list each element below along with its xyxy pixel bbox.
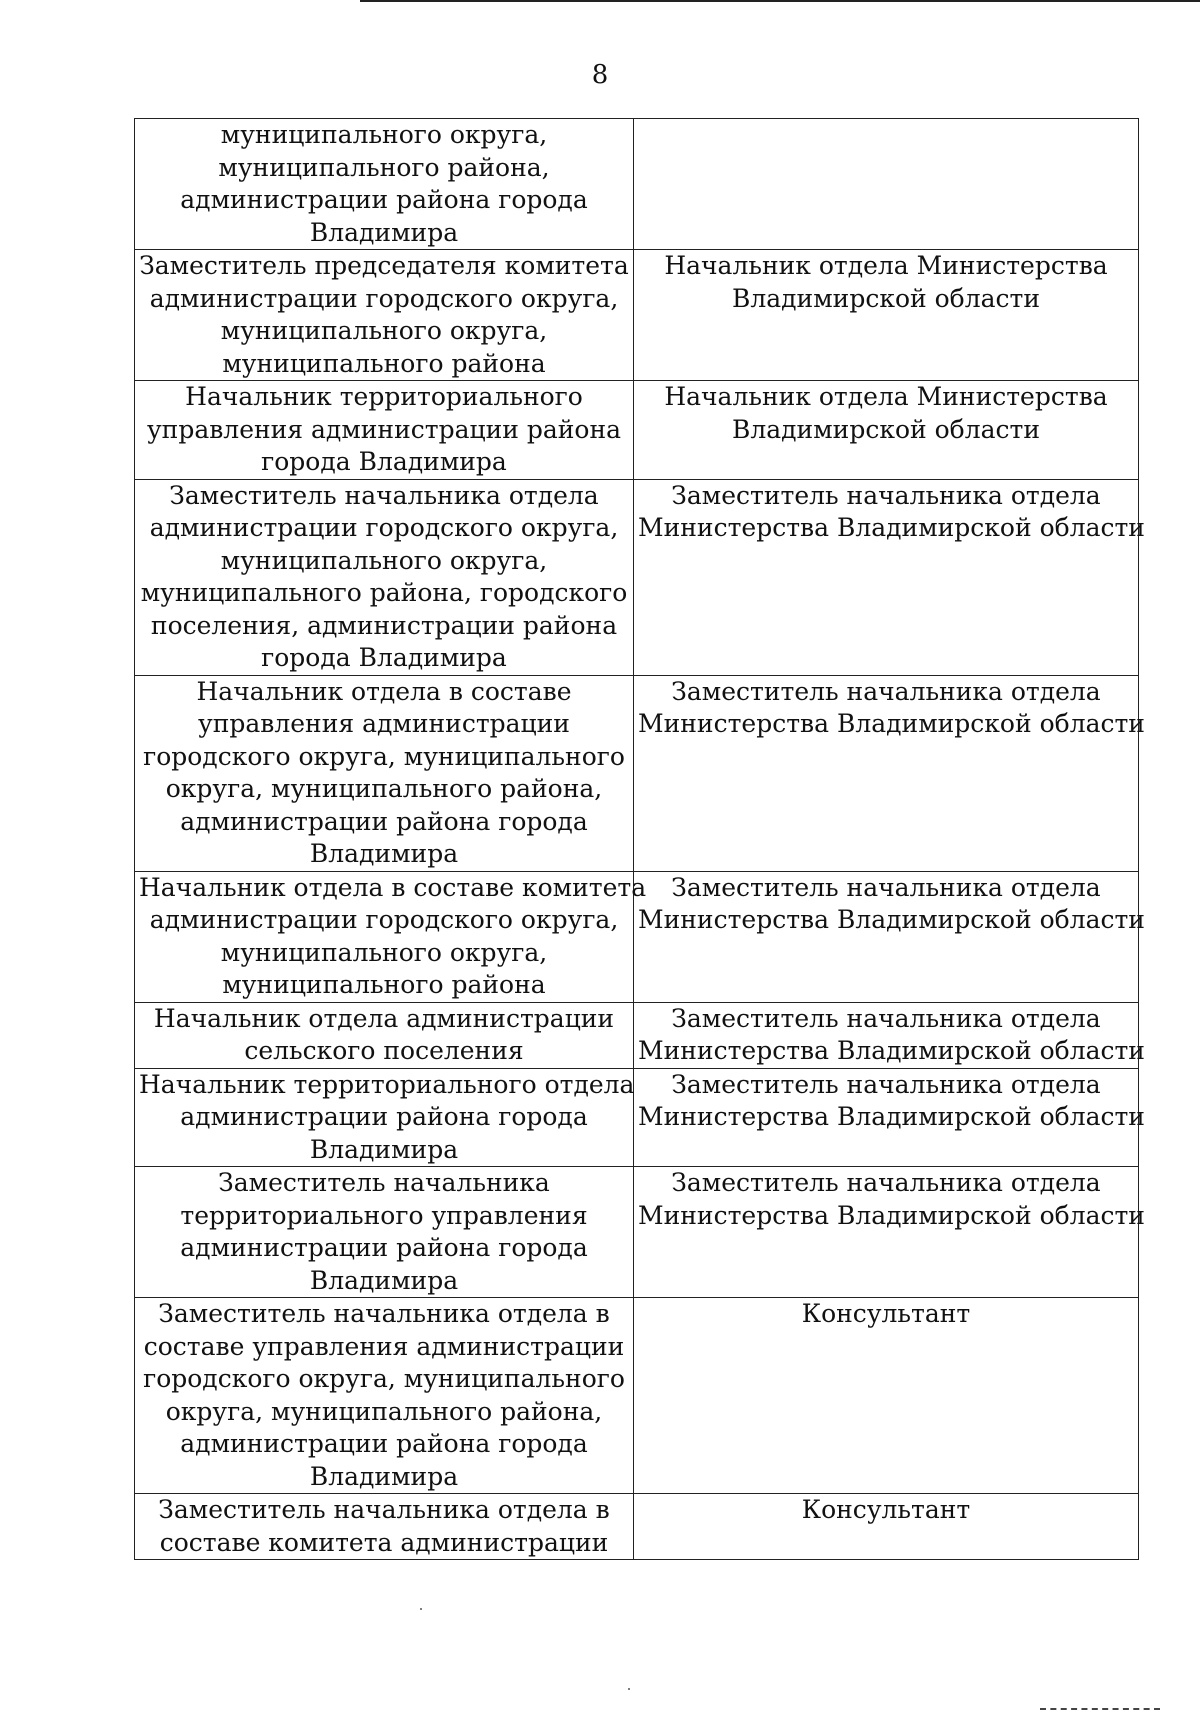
ministry-position-cell [634, 381, 1139, 480]
municipal-position-line: администрации городского округа, [149, 283, 619, 313]
ministry-position-cell [634, 871, 1145, 1002]
ministry-position-line: Заместитель начальника отдела [671, 1168, 1101, 1197]
municipal-position-line: Владимира [309, 1461, 459, 1491]
ministry-position-line: Начальник отдела Министерства [664, 382, 1108, 411]
ministry-position-line: Министерства Владимирской области [638, 1036, 1145, 1065]
table-row [135, 479, 1139, 675]
municipal-position-line: города Владимира [261, 643, 507, 672]
municipal-position-cell [135, 1298, 634, 1494]
ministry-position-line: Заместитель начальника отдела [671, 676, 1101, 706]
municipal-position-cell [135, 1167, 634, 1298]
ministry-position-line: Заместитель начальника отдела [671, 1003, 1101, 1033]
ministry-position-line: Консультант [801, 1495, 971, 1524]
municipal-position-line: Заместитель начальника отдела в [158, 1299, 610, 1328]
ministry-position-cell [634, 675, 1145, 871]
ministry-position-line: Министерства Владимирской области [638, 905, 1145, 934]
table-row [135, 1167, 1139, 1298]
municipal-position-line: Заместитель начальника [218, 1168, 550, 1197]
municipal-position-line: администрации района города [180, 1429, 588, 1458]
municipal-position-line: Начальник отдела в составе [196, 676, 572, 706]
municipal-position-cell [135, 381, 634, 480]
municipal-position-line: Начальник отдела в составе комитета [139, 872, 647, 902]
scan-edge-mark [1040, 1708, 1160, 1712]
municipal-position-cell [135, 479, 634, 675]
municipal-position-cell [135, 1068, 634, 1167]
municipal-position-line: администрации городского округа, [149, 513, 619, 542]
municipal-position-line: составе комитета администрации [159, 1527, 609, 1557]
table-row [135, 381, 1139, 480]
municipal-position-line: муниципального округа, [220, 937, 548, 967]
municipal-position-line: муниципального района, городского [140, 578, 628, 607]
ministry-position-line: Заместитель начальника отдела [671, 872, 1101, 902]
table-body [135, 119, 1145, 1560]
ministry-position-line: Владимирской области [732, 283, 1040, 313]
table-row [135, 1002, 1139, 1068]
ministry-position-line: Министерства Владимирской области [638, 709, 1145, 738]
municipal-position-line: Владимира [309, 217, 459, 247]
scan-speck [420, 1608, 422, 1610]
ministry-position-cell [634, 1494, 1139, 1560]
table-row [135, 871, 1139, 1002]
top-rule [360, 0, 1200, 2]
municipal-position-line: муниципального округа, [220, 545, 548, 575]
municipal-position-line: Начальник отдела администрации [153, 1003, 615, 1033]
municipal-position-line: поселения, администрации района [150, 610, 618, 640]
ministry-position-cell [634, 119, 1139, 250]
municipal-position-line: муниципального района [222, 970, 546, 999]
municipal-position-line: Владимира [309, 1134, 459, 1164]
municipal-position-line: Владимира [309, 839, 459, 868]
municipal-position-cell [135, 1494, 634, 1560]
municipal-position-line: администрации района города [180, 1233, 588, 1262]
municipal-position-line: сельского поселения [244, 1036, 524, 1065]
municipal-position-line: администрации района города [180, 806, 588, 836]
municipal-position-line: администрации района города [180, 1102, 588, 1131]
ministry-position-line: Владимирской области [732, 414, 1040, 444]
scan-speck [628, 1688, 630, 1690]
ministry-position-cell [634, 250, 1139, 381]
ministry-position-cell [634, 1068, 1145, 1167]
ministry-position-line: Начальник отдела Министерства [664, 251, 1108, 280]
municipal-position-line: администрации района города [180, 185, 588, 214]
ministry-position-line: Заместитель начальника отдела [671, 480, 1101, 510]
municipal-position-cell [135, 871, 647, 1002]
municipal-position-line: Заместитель председателя комитета [139, 251, 629, 280]
municipal-position-line: города Владимира [261, 447, 507, 476]
ministry-position-cell [634, 1002, 1145, 1068]
municipal-position-line: администрации городского округа, [149, 905, 619, 934]
municipal-position-line: муниципального района, [218, 152, 550, 182]
municipal-position-line: муниципального округа, [220, 120, 548, 149]
table-row [135, 119, 1139, 250]
municipal-position-cell [135, 119, 634, 250]
municipal-position-line: округа, муниципального района, [165, 1396, 603, 1426]
municipal-position-line: Заместитель начальника отдела [169, 480, 599, 510]
table-row [135, 250, 1139, 381]
ministry-position-line: Министерства Владимирской области [638, 513, 1145, 542]
municipal-position-line: муниципального округа, [220, 316, 548, 345]
ministry-position-line: Консультант [801, 1299, 971, 1328]
municipal-position-line: Владимира [309, 1265, 459, 1295]
municipal-position-line: городского округа, муниципального [143, 1364, 625, 1393]
page-number: 8 [591, 60, 609, 90]
municipal-position-line: Заместитель начальника отдела в [158, 1495, 610, 1524]
table-row [135, 1298, 1139, 1494]
municipal-position-line: составе управления администрации [143, 1331, 625, 1361]
municipal-position-line: Начальник территориального [185, 382, 583, 411]
positions-correspondence-table [134, 118, 1145, 1560]
municipal-position-line: Начальник территориального отдела [139, 1069, 635, 1099]
ministry-position-cell [634, 1298, 1139, 1494]
municipal-position-line: муниципального района [222, 348, 546, 378]
municipal-position-line: управления администрации [198, 709, 570, 738]
ministry-position-line: Заместитель начальника отдела [671, 1069, 1101, 1099]
municipal-position-line: управления администрации района [146, 414, 622, 444]
municipal-position-line: территориального управления [180, 1200, 588, 1230]
municipal-position-cell [135, 250, 634, 381]
ministry-position-line: Министерства Владимирской области [638, 1200, 1145, 1230]
table-row [135, 1068, 1139, 1167]
table-row [135, 1494, 1139, 1560]
municipal-position-line: городского округа, муниципального [143, 741, 625, 771]
ministry-position-cell [634, 479, 1145, 675]
municipal-position-cell [135, 1002, 634, 1068]
municipal-position-cell [135, 675, 634, 871]
municipal-position-line: округа, муниципального района, [165, 774, 603, 803]
table-row [135, 675, 1139, 871]
ministry-position-cell [634, 1167, 1145, 1298]
ministry-position-line: Министерства Владимирской области [638, 1102, 1145, 1131]
